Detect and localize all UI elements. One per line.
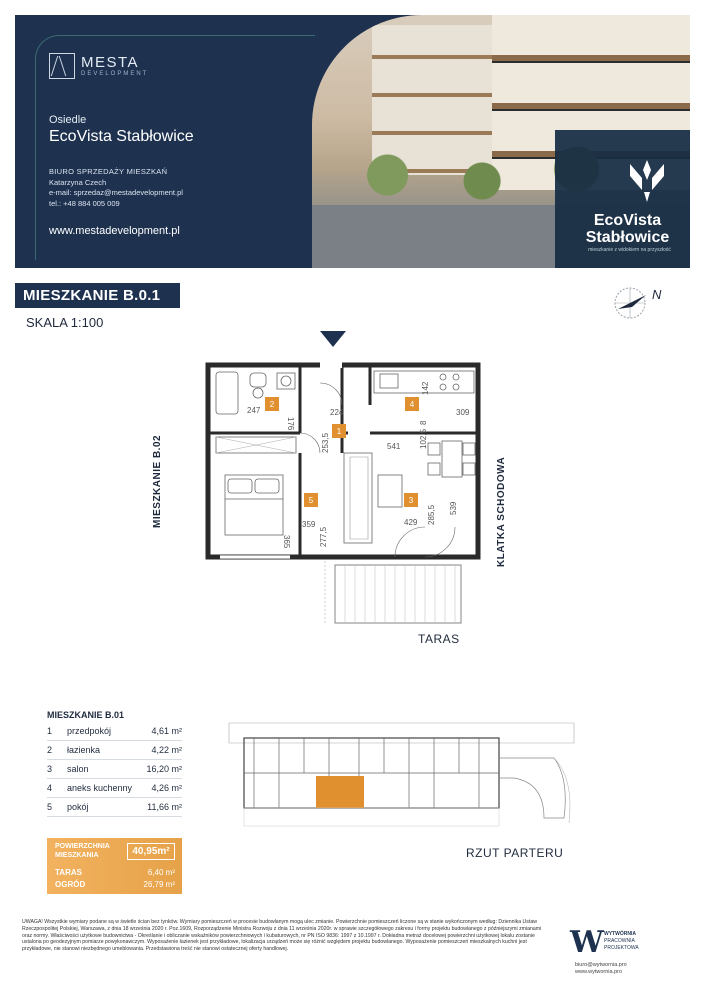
room-number: 3: [47, 764, 53, 774]
dim-285: 285,5: [427, 504, 436, 525]
dim-429: 429: [404, 518, 418, 527]
osiedle-label: Osiedle: [49, 114, 87, 126]
building-photo: [312, 15, 690, 268]
room-area: 4,22 m²: [151, 745, 182, 755]
sales-office: [49, 167, 183, 209]
staircase-label: KLATKA SCHODOWA: [496, 456, 507, 567]
dim-541: 541: [387, 442, 401, 451]
total-label-line-1: POWIERZCHNIA: [55, 843, 110, 850]
dim-8: 8: [419, 420, 428, 425]
apartment-title: MIESZKANIE B.0.1: [15, 283, 180, 308]
terrace-label: TARAS: [418, 632, 460, 646]
room-tag-3: 3: [408, 496, 414, 505]
terrace: [335, 565, 461, 623]
room-name: łazienka: [67, 745, 101, 755]
wytwornia-logo: [570, 925, 639, 960]
dim-365: 365: [282, 535, 291, 549]
table-row: [47, 760, 182, 779]
room-number: 5: [47, 802, 53, 812]
total-label-line-2: MIESZKANIA: [55, 852, 99, 859]
wytwornia-email[interactable]: biuro@wytwornia.pro: [575, 962, 627, 968]
ground-floor-site-plan: [224, 718, 584, 833]
dim-253: 253,5: [321, 432, 330, 453]
contact-phone[interactable]: tel.: +48 884 005 009: [49, 198, 120, 208]
entrance-arrow-icon: [320, 331, 346, 347]
dim-277: 277,5: [319, 526, 328, 547]
floor-plan: [180, 325, 540, 665]
wytwornia-line-3: PROJEKTOWA: [604, 945, 639, 951]
mesta-logo-icon: [49, 53, 75, 79]
garden-row-value: 26,79 m²: [143, 880, 175, 889]
eco-logo-line-1: EcoVista: [593, 212, 662, 229]
room-area: 11,66 m²: [147, 802, 182, 812]
table-row: [47, 779, 182, 798]
room-area: 4,61 m²: [151, 726, 182, 736]
site-plan-highlight: [316, 776, 364, 808]
room-name: salon: [67, 764, 89, 774]
room-tag-5: 5: [308, 496, 314, 505]
room-tag-4: 4: [409, 400, 415, 409]
room-area: 16,20 m²: [146, 764, 182, 774]
room-name: przedpokój: [67, 726, 112, 736]
neighbor-apartment-label: MIESZKANIE B.02: [152, 434, 163, 528]
garden-row-label: OGRÓD: [55, 880, 86, 889]
rooms-table-title: MIESZKANIE B.01: [47, 710, 125, 720]
dim-309: 309: [456, 408, 470, 417]
logo-name: MESTA: [81, 54, 140, 71]
wytwornia-www[interactable]: www.wytwornia.pro: [575, 969, 623, 975]
terrace-row: [55, 868, 175, 877]
mesta-logo: [49, 53, 148, 79]
estate-name: EcoVista Stabłowice: [49, 128, 194, 145]
room-area: 4,26 m²: [151, 783, 182, 793]
table-row: [47, 798, 182, 817]
total-area-value: 40,95m²: [127, 843, 175, 860]
wytwornia-w-icon: W: [570, 925, 604, 960]
dim-142: 142: [421, 381, 430, 395]
dim-247: 247: [247, 406, 261, 415]
total-area-box: [47, 838, 182, 894]
wytwornia-contact: [575, 962, 627, 976]
wytwornia-line-2: PRACOWNIA: [604, 938, 635, 944]
dim-224: 224: [330, 408, 344, 417]
garden-row: [55, 880, 175, 889]
terrace-row-label: TARAS: [55, 868, 82, 877]
dim-539: 539: [449, 501, 458, 515]
scale-label: SKALA 1:100: [26, 315, 104, 330]
site-plan-label: RZUT PARTERU: [466, 846, 564, 860]
logo-sub: DEVELOPMENT: [81, 71, 149, 77]
room-tag-2: 2: [269, 400, 275, 409]
website-link[interactable]: www.mestadevelopment.pl: [49, 225, 180, 237]
eco-tagline: mieszkanie z widokiem na przyszłość: [588, 247, 671, 253]
contact-person: Katarzyna Czech: [49, 177, 107, 187]
eco-logo-name: [570, 212, 685, 246]
contact-email[interactable]: e-mail: sprzedaz@mestadevelopment.pl: [49, 188, 183, 197]
room-number: 4: [47, 783, 53, 793]
room-name: aneks kuchenny: [67, 783, 133, 793]
total-area-label: [55, 842, 110, 860]
compass-letter: N: [652, 287, 662, 302]
compass-icon: [612, 283, 668, 323]
dim-102: 102,5: [419, 428, 428, 449]
terrace-row-value: 6,40 m²: [147, 868, 175, 877]
dim-176: 176: [286, 417, 295, 431]
header-banner: [15, 15, 690, 268]
wytwornia-line-1: WYTWÓRNIA: [604, 931, 636, 937]
table-row: [47, 741, 182, 760]
room-name: pokój: [67, 802, 89, 812]
room-number: 2: [47, 745, 53, 755]
table-row: [47, 722, 182, 741]
room-number: 1: [47, 726, 53, 736]
disclaimer-note: UWAGA! Wszystkie wymiary podane są w świetle ścian bez tynków. Wymiary pomieszczeń w procesie budowlanym mogą ulec zmianie. Powierzchnie pomieszczeń liczone są w stanie wykończonym według: Dziennika Ustaw Rzeczpospolitej Polskiej, Warszawa, z dnia 18 września 2020 r. Poz.1609, Rozporządzenie Ministra Rozwoju z dnia 11 września 2020r. w sprawie szczegółowego zakresu i formy projektu budowlanego z późniejszymi zmianami oraz normy. Właściwości użytkowe budownictwa - Określanie i obliczanie wskaźników powierzchniowych i kubaturowych, nr PN ISO 9836: 1997 z 10.1997 r. Dokładna metraż docelowej powierzchni użytkowej lokalu zostanie ustalona po geodezyjnym pomiarze powykonawczym. Wyposażenie łazienek jest przykładowe, lokalizacja urządzeń może się różnić względem projektu budowlanego. Wyposażenie pomieszczeń mieszkalnych kuchni jest przykładowe, nie stanowi niezbędnego umeblowania. Przedstawiona treść nie stanowi ostatecznej oferty handlowej.: [22, 919, 542, 953]
sales-office-title: BIURO SPRZEDAŻY MIESZKAŃ: [49, 167, 168, 176]
dim-359: 359: [302, 520, 316, 529]
ecovista-leaf-icon: [622, 160, 672, 204]
eco-logo-line-2: Stabłowice: [585, 229, 670, 246]
room-tag-1: 1: [336, 427, 342, 436]
